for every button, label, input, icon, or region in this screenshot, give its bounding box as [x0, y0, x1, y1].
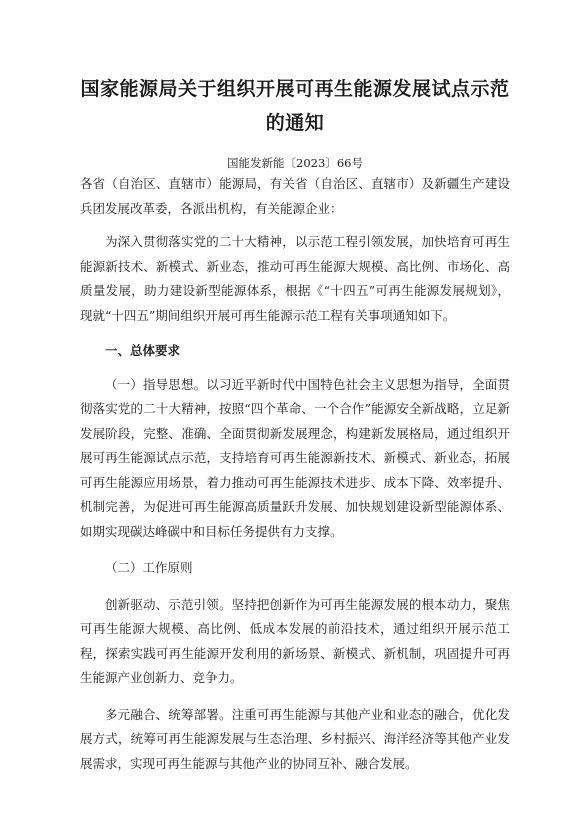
principle-innovation-paragraph: 创新驱动、示范引领。坚持把创新作为可再生能源发展的根本动力，聚焦可再生能源大规模、高比例、低成本发展的前沿技术，通过组织开展示范工程，探索实践可再生能源开发利用的新场景、新模式、新机制，巩固提升可再生能源产业创新力、竞争力。 — [80, 596, 510, 685]
document-title — [80, 0, 510, 140]
principle-integration-paragraph: 多元融合、统筹部署。注重可再生能源与其他产业和业态的融合，优化发展方式，统筹可再生能源发展与生态治理、乡村振兴、海洋经济等其他产业发展需求，实现可再生能源与其他产业的协同互补、融合发展。 — [80, 706, 510, 771]
intro-paragraph: 为深入贯彻落实党的二十大精神，以示范工程引领发展，加快培育可再生能源新技术、新模式、新业态，推动可再生能源大规模、高比例、市场化、高质量发展，助力建设新型能源体系，根据《“十四五”可再生能源发展规划》，现就“十四五”期间组织开展可再生能源示范工程有关事项通知如下。 — [80, 234, 510, 323]
title-line-2: 的通知 — [265, 112, 325, 134]
document-number: 国能发新能〔2023〕66号 — [227, 156, 363, 170]
title-line-1: 国家能源局关于组织开展可再生能源发展试点示范 — [80, 78, 510, 100]
principles-subheading: （二）工作原则 — [105, 560, 193, 575]
guiding-thought-paragraph: （一）指导思想。以习近平新时代中国特色社会主义思想为指导，全面贯彻落实党的二十大精神，按照“四个革命、一个合作”能源安全新战略，立足新发展阶段，完整、准确、全面贯彻新发展理念，构建新发展格局，通过组织开展可再生能源试点示范，支持培育可再生能源新技术、新模式、新业态，拓展可再生能源应用场景，着力推动可再生能源技术进步、成本下降、效率提升、机制完善，为促进可再生能源高质量跃升发展、加快规划建设新型能源体系、如期实现碳达峰碳中和目标任务提供有力支撑。 — [80, 376, 510, 539]
section-heading-general-requirements: 一、总体要求 — [105, 343, 181, 358]
addressee-paragraph: 各省（自治区、直辖市）能源局，有关省（自治区、直辖市）及新疆生产建设兵团发展改革委，各派出机构，有关能源企业： — [80, 176, 510, 216]
